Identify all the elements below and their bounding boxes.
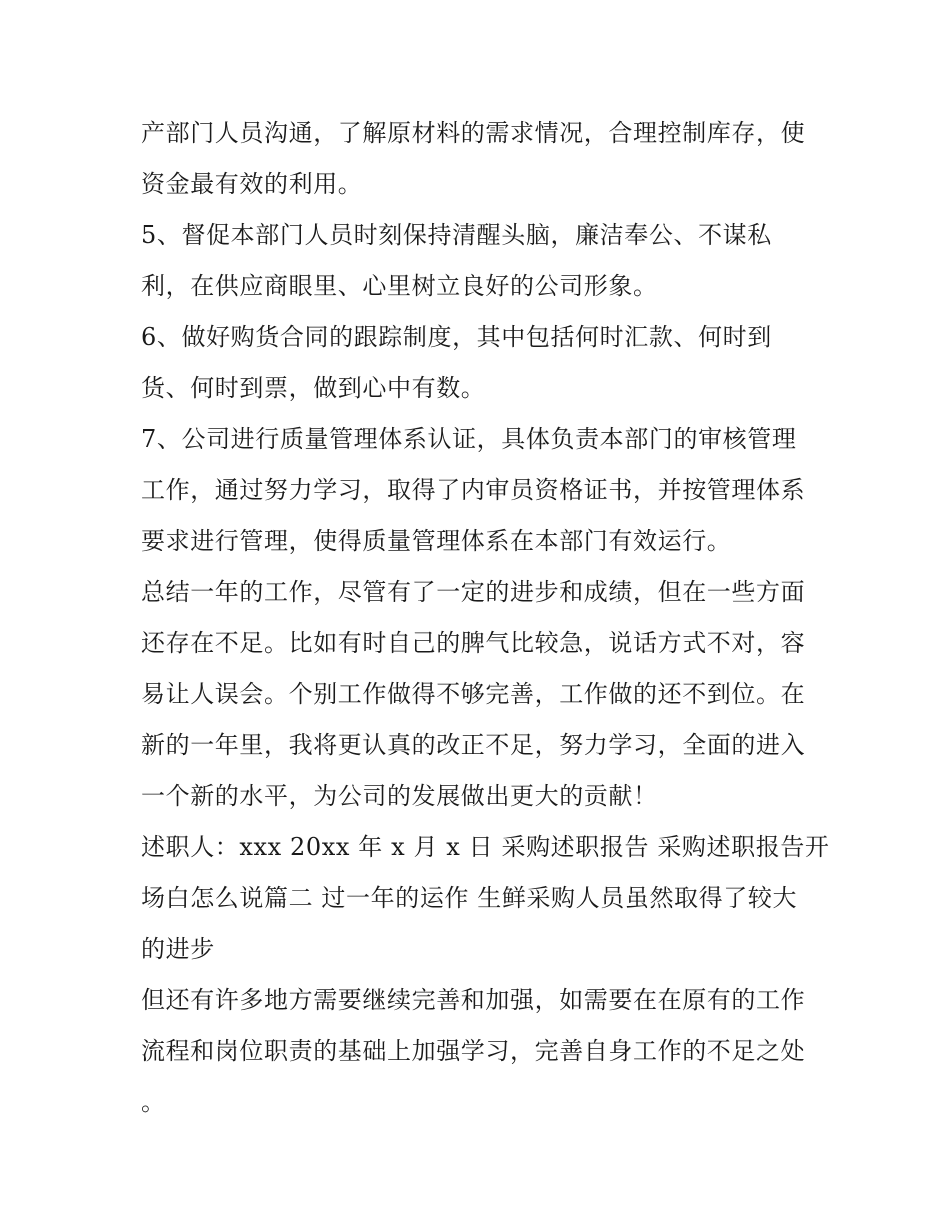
text-line: 利，在供应商眼里、心里树立良好的公司形象。 xyxy=(141,272,658,300)
text-line: 流程和岗位职责的基础上加强学习，完善自身工作的不足之处 xyxy=(141,1037,806,1065)
text-line: 易让人误会。个别工作做得不够完善，工作做的还不到位。在 xyxy=(141,680,806,708)
text-line: 6、做好购货合同的跟踪制度，其中包括何时汇款、何时到 xyxy=(141,323,772,351)
text-line: 一个新的水平，为公司的发展做出更大的贡献！ xyxy=(141,782,658,810)
text-line: 7、公司进行质量管理体系认证，具体负责本部门的审核管理 xyxy=(141,425,797,453)
text-line: 产部门人员沟通，了解原材料的需求情况，合理控制库存，使 xyxy=(141,119,806,147)
text-line: 要求进行管理，使得质量管理体系在本部门有效运行。 xyxy=(141,527,732,555)
text-line: 场白怎么说篇二 过一年的运作 生鲜采购人员虽然取得了较大 xyxy=(141,884,798,912)
text-line: 新的一年里，我将更认真的改正不足，努力学习，全面的进入 xyxy=(141,731,806,759)
text-line: 述职人：xxx 20xx 年 x 月 x 日 采购述职报告 采购述职报告开 xyxy=(141,833,830,861)
text-line: 还存在不足。比如有时自己的脾气比较急，说话方式不对，容 xyxy=(141,629,806,657)
text-line: 的进步 xyxy=(141,935,215,963)
document-body xyxy=(141,108,831,1128)
text-line: 。 xyxy=(141,1088,166,1116)
text-line: 但还有许多地方需要继续完善和加强，如需要在在原有的工作 xyxy=(141,986,806,1014)
text-line: 货、何时到票，做到心中有数。 xyxy=(141,374,486,402)
text-line: 5、督促本部门人员时刻保持清醒头脑，廉洁奉公、不谋私 xyxy=(141,221,772,249)
text-line: 资金最有效的利用。 xyxy=(141,170,363,198)
text-line: 工作，通过努力学习，取得了内审员资格证书，并按管理体系 xyxy=(141,476,806,504)
text-line: 总结一年的工作，尽管有了一定的进步和成绩，但在一些方面 xyxy=(141,578,806,606)
